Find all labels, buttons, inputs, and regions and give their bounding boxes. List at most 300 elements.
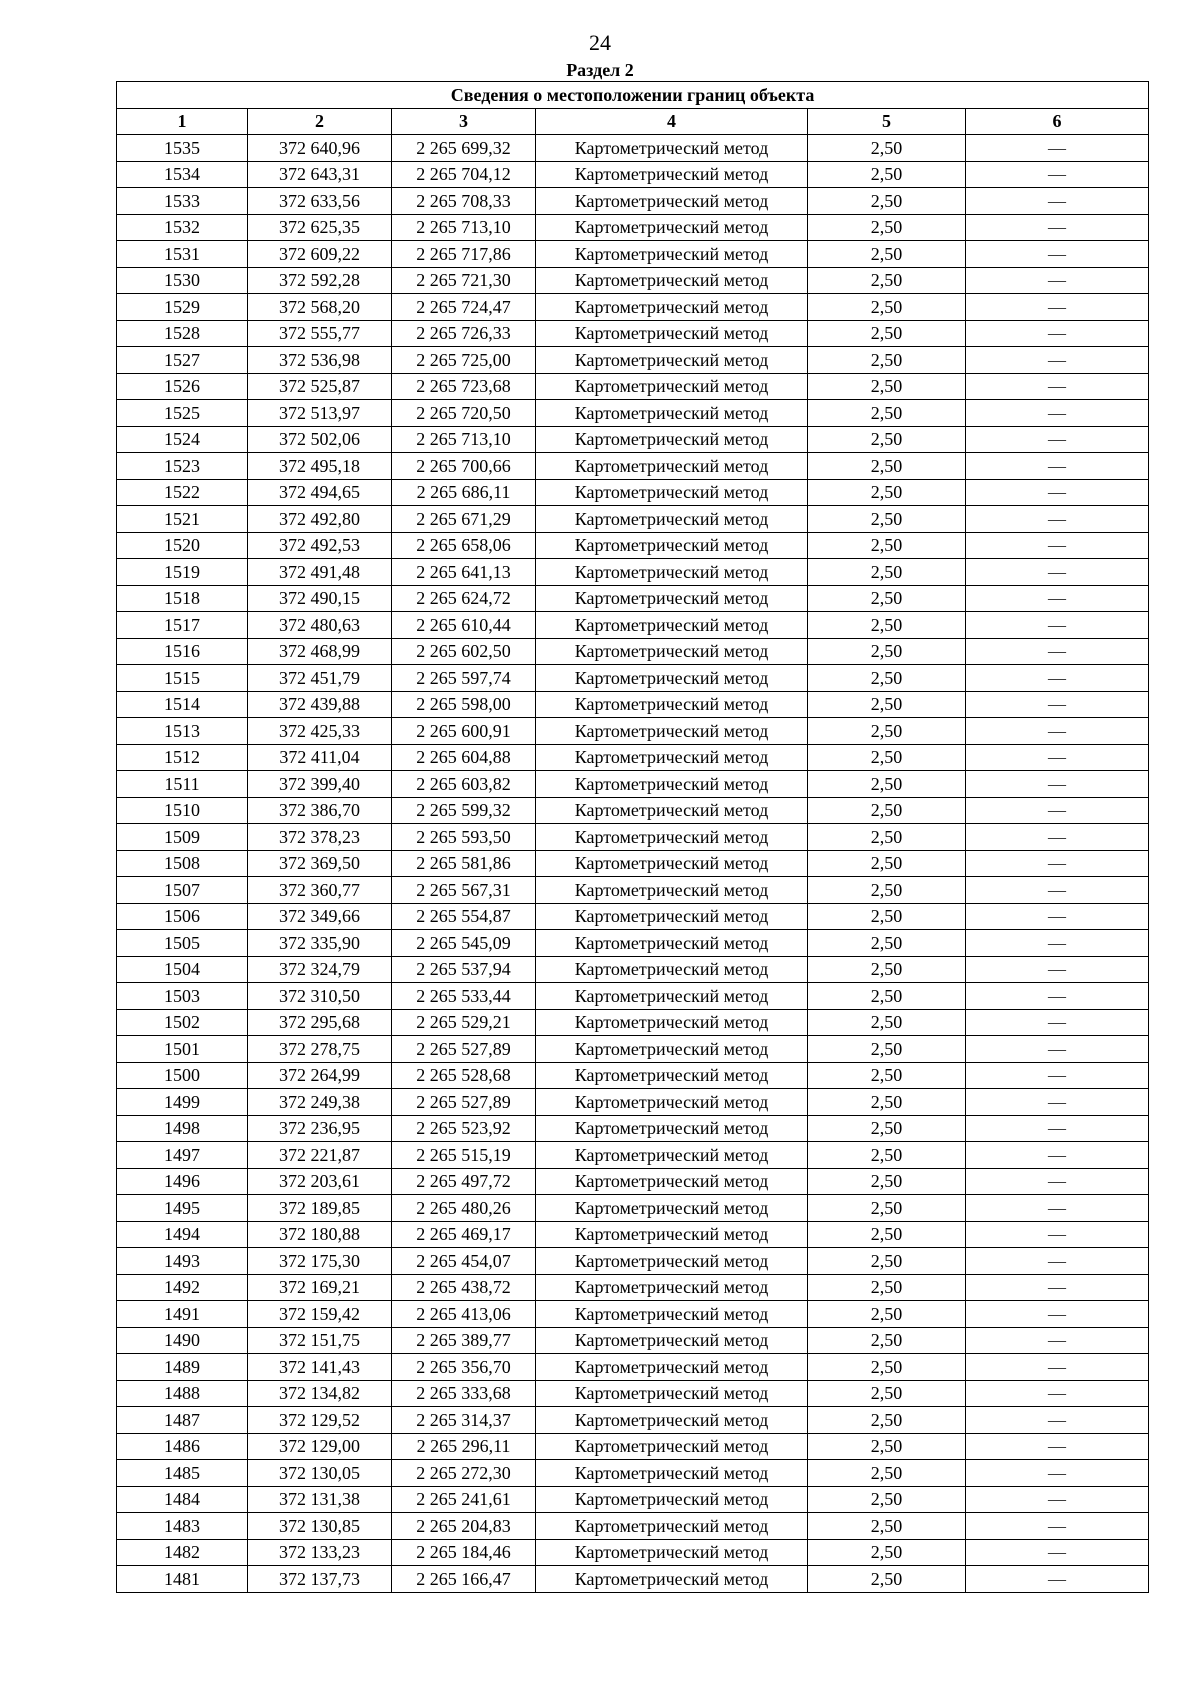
- table-row: [117, 559, 1149, 586]
- description-cell: —: [966, 1433, 1149, 1460]
- method-cell: Картометрический метод: [536, 1195, 808, 1222]
- table-row: [117, 1486, 1149, 1513]
- y-coordinate-cell: 2 265 480,26: [392, 1195, 536, 1222]
- description-cell: —: [966, 983, 1149, 1010]
- y-coordinate-cell: 2 265 686,11: [392, 479, 536, 506]
- description-cell: —: [966, 850, 1149, 877]
- point-number-cell: 1517: [117, 612, 248, 639]
- x-coordinate-cell: 372 425,33: [248, 718, 392, 745]
- accuracy-cell: 2,50: [808, 479, 966, 506]
- x-coordinate-cell: 372 129,52: [248, 1407, 392, 1434]
- table-row: [117, 161, 1149, 188]
- point-number-cell: 1503: [117, 983, 248, 1010]
- point-number-cell: 1532: [117, 214, 248, 241]
- x-coordinate-cell: 372 494,65: [248, 479, 392, 506]
- description-cell: —: [966, 1221, 1149, 1248]
- point-number-cell: 1509: [117, 824, 248, 851]
- point-number-cell: 1499: [117, 1089, 248, 1116]
- description-cell: —: [966, 612, 1149, 639]
- x-coordinate-cell: 372 159,42: [248, 1301, 392, 1328]
- x-coordinate-cell: 372 264,99: [248, 1062, 392, 1089]
- description-cell: —: [966, 877, 1149, 904]
- point-number-cell: 1494: [117, 1221, 248, 1248]
- table-row: [117, 1089, 1149, 1116]
- y-coordinate-cell: 2 265 166,47: [392, 1566, 536, 1593]
- description-cell: —: [966, 956, 1149, 983]
- accuracy-cell: 2,50: [808, 532, 966, 559]
- y-coordinate-cell: 2 265 438,72: [392, 1274, 536, 1301]
- method-cell: Картометрический метод: [536, 1089, 808, 1116]
- method-cell: Картометрический метод: [536, 347, 808, 374]
- description-cell: —: [966, 267, 1149, 294]
- column-header-6: 6: [966, 108, 1149, 135]
- x-coordinate-cell: 372 236,95: [248, 1115, 392, 1142]
- method-cell: Картометрический метод: [536, 797, 808, 824]
- point-number-cell: 1483: [117, 1513, 248, 1540]
- point-number-cell: 1481: [117, 1566, 248, 1593]
- x-coordinate-cell: 372 625,35: [248, 214, 392, 241]
- point-number-cell: 1486: [117, 1433, 248, 1460]
- table-row: [117, 426, 1149, 453]
- x-coordinate-cell: 372 490,15: [248, 585, 392, 612]
- x-coordinate-cell: 372 360,77: [248, 877, 392, 904]
- table-row: [117, 771, 1149, 798]
- description-cell: —: [966, 1354, 1149, 1381]
- description-cell: —: [966, 1513, 1149, 1540]
- y-coordinate-cell: 2 265 699,32: [392, 135, 536, 162]
- accuracy-cell: 2,50: [808, 161, 966, 188]
- method-cell: Картометрический метод: [536, 585, 808, 612]
- accuracy-cell: 2,50: [808, 267, 966, 294]
- table-row: [117, 1195, 1149, 1222]
- method-cell: Картометрический метод: [536, 1036, 808, 1063]
- y-coordinate-cell: 2 265 610,44: [392, 612, 536, 639]
- y-coordinate-cell: 2 265 721,30: [392, 267, 536, 294]
- point-number-cell: 1482: [117, 1539, 248, 1566]
- table-row: [117, 135, 1149, 162]
- accuracy-cell: 2,50: [808, 1142, 966, 1169]
- accuracy-cell: 2,50: [808, 1433, 966, 1460]
- point-number-cell: 1518: [117, 585, 248, 612]
- x-coordinate-cell: 372 378,23: [248, 824, 392, 851]
- x-coordinate-cell: 372 536,98: [248, 347, 392, 374]
- table-row: [117, 1407, 1149, 1434]
- accuracy-cell: 2,50: [808, 797, 966, 824]
- table-row: [117, 877, 1149, 904]
- x-coordinate-cell: 372 151,75: [248, 1327, 392, 1354]
- method-cell: Картометрический метод: [536, 135, 808, 162]
- accuracy-cell: 2,50: [808, 559, 966, 586]
- method-cell: Картометрический метод: [536, 1486, 808, 1513]
- y-coordinate-cell: 2 265 241,61: [392, 1486, 536, 1513]
- description-cell: —: [966, 135, 1149, 162]
- method-cell: Картометрический метод: [536, 771, 808, 798]
- point-number-cell: 1489: [117, 1354, 248, 1381]
- point-number-cell: 1488: [117, 1380, 248, 1407]
- accuracy-cell: 2,50: [808, 426, 966, 453]
- y-coordinate-cell: 2 265 333,68: [392, 1380, 536, 1407]
- method-cell: Картометрический метод: [536, 453, 808, 480]
- description-cell: —: [966, 1036, 1149, 1063]
- accuracy-cell: 2,50: [808, 691, 966, 718]
- y-coordinate-cell: 2 265 725,00: [392, 347, 536, 374]
- accuracy-cell: 2,50: [808, 1036, 966, 1063]
- point-number-cell: 1520: [117, 532, 248, 559]
- x-coordinate-cell: 372 492,53: [248, 532, 392, 559]
- x-coordinate-cell: 372 640,96: [248, 135, 392, 162]
- x-coordinate-cell: 372 491,48: [248, 559, 392, 586]
- table-row: [117, 1566, 1149, 1593]
- y-coordinate-cell: 2 265 726,33: [392, 320, 536, 347]
- description-cell: —: [966, 347, 1149, 374]
- x-coordinate-cell: 372 130,85: [248, 1513, 392, 1540]
- description-cell: —: [966, 400, 1149, 427]
- y-coordinate-cell: 2 265 204,83: [392, 1513, 536, 1540]
- y-coordinate-cell: 2 265 389,77: [392, 1327, 536, 1354]
- table-row: [117, 267, 1149, 294]
- method-cell: Картометрический метод: [536, 638, 808, 665]
- method-cell: Картометрический метод: [536, 691, 808, 718]
- accuracy-cell: 2,50: [808, 1009, 966, 1036]
- method-cell: Картометрический метод: [536, 1168, 808, 1195]
- point-number-cell: 1498: [117, 1115, 248, 1142]
- accuracy-cell: 2,50: [808, 877, 966, 904]
- method-cell: Картометрический метод: [536, 1513, 808, 1540]
- description-cell: —: [966, 1539, 1149, 1566]
- description-cell: —: [966, 1062, 1149, 1089]
- table-row: [117, 956, 1149, 983]
- accuracy-cell: 2,50: [808, 1274, 966, 1301]
- column-header-3: 3: [392, 108, 536, 135]
- y-coordinate-cell: 2 265 469,17: [392, 1221, 536, 1248]
- table-row: [117, 585, 1149, 612]
- method-cell: Картометрический метод: [536, 1221, 808, 1248]
- y-coordinate-cell: 2 265 413,06: [392, 1301, 536, 1328]
- method-cell: Картометрический метод: [536, 320, 808, 347]
- point-number-cell: 1515: [117, 665, 248, 692]
- method-cell: Картометрический метод: [536, 1115, 808, 1142]
- table-row: [117, 1460, 1149, 1487]
- point-number-cell: 1507: [117, 877, 248, 904]
- x-coordinate-cell: 372 137,73: [248, 1566, 392, 1593]
- table-row: [117, 532, 1149, 559]
- point-number-cell: 1535: [117, 135, 248, 162]
- accuracy-cell: 2,50: [808, 294, 966, 321]
- method-cell: Картометрический метод: [536, 1062, 808, 1089]
- method-cell: Картометрический метод: [536, 1274, 808, 1301]
- y-coordinate-cell: 2 265 537,94: [392, 956, 536, 983]
- y-coordinate-cell: 2 265 720,50: [392, 400, 536, 427]
- y-coordinate-cell: 2 265 567,31: [392, 877, 536, 904]
- y-coordinate-cell: 2 265 533,44: [392, 983, 536, 1010]
- description-cell: —: [966, 1407, 1149, 1434]
- method-cell: Картометрический метод: [536, 1433, 808, 1460]
- point-number-cell: 1527: [117, 347, 248, 374]
- method-cell: Картометрический метод: [536, 956, 808, 983]
- method-cell: Картометрический метод: [536, 400, 808, 427]
- method-cell: Картометрический метод: [536, 373, 808, 400]
- point-number-cell: 1516: [117, 638, 248, 665]
- accuracy-cell: 2,50: [808, 744, 966, 771]
- y-coordinate-cell: 2 265 597,74: [392, 665, 536, 692]
- point-number-cell: 1485: [117, 1460, 248, 1487]
- y-coordinate-cell: 2 265 602,50: [392, 638, 536, 665]
- accuracy-cell: 2,50: [808, 188, 966, 215]
- accuracy-cell: 2,50: [808, 1089, 966, 1116]
- accuracy-cell: 2,50: [808, 347, 966, 374]
- method-cell: Картометрический метод: [536, 850, 808, 877]
- x-coordinate-cell: 372 310,50: [248, 983, 392, 1010]
- accuracy-cell: 2,50: [808, 135, 966, 162]
- y-coordinate-cell: 2 265 454,07: [392, 1248, 536, 1275]
- description-cell: —: [966, 1009, 1149, 1036]
- table-row: [117, 1062, 1149, 1089]
- description-cell: —: [966, 559, 1149, 586]
- table-caption: Сведения о местоположении границ объекта: [117, 82, 1149, 109]
- x-coordinate-cell: 372 130,05: [248, 1460, 392, 1487]
- table-row: [117, 718, 1149, 745]
- page-number: 24: [589, 30, 611, 55]
- description-cell: —: [966, 188, 1149, 215]
- accuracy-cell: 2,50: [808, 373, 966, 400]
- description-cell: —: [966, 903, 1149, 930]
- table-row: [117, 1327, 1149, 1354]
- table-row: [117, 665, 1149, 692]
- accuracy-cell: 2,50: [808, 1221, 966, 1248]
- description-cell: —: [966, 506, 1149, 533]
- x-coordinate-cell: 372 249,38: [248, 1089, 392, 1116]
- accuracy-cell: 2,50: [808, 1168, 966, 1195]
- y-coordinate-cell: 2 265 497,72: [392, 1168, 536, 1195]
- y-coordinate-cell: 2 265 272,30: [392, 1460, 536, 1487]
- description-cell: —: [966, 1142, 1149, 1169]
- x-coordinate-cell: 372 502,06: [248, 426, 392, 453]
- y-coordinate-cell: 2 265 527,89: [392, 1089, 536, 1116]
- method-cell: Картометрический метод: [536, 532, 808, 559]
- description-cell: —: [966, 1089, 1149, 1116]
- description-cell: —: [966, 824, 1149, 851]
- table-row: [117, 612, 1149, 639]
- accuracy-cell: 2,50: [808, 850, 966, 877]
- accuracy-cell: 2,50: [808, 956, 966, 983]
- x-coordinate-cell: 372 169,21: [248, 1274, 392, 1301]
- point-number-cell: 1522: [117, 479, 248, 506]
- x-coordinate-cell: 372 131,38: [248, 1486, 392, 1513]
- x-coordinate-cell: 372 399,40: [248, 771, 392, 798]
- point-number-cell: 1487: [117, 1407, 248, 1434]
- x-coordinate-cell: 372 525,87: [248, 373, 392, 400]
- table-row: [117, 241, 1149, 268]
- table-row: [117, 638, 1149, 665]
- accuracy-cell: 2,50: [808, 214, 966, 241]
- table-row: [117, 400, 1149, 427]
- point-number-cell: 1533: [117, 188, 248, 215]
- x-coordinate-cell: 372 203,61: [248, 1168, 392, 1195]
- method-cell: Картометрический метод: [536, 1142, 808, 1169]
- y-coordinate-cell: 2 265 717,86: [392, 241, 536, 268]
- column-header-5: 5: [808, 108, 966, 135]
- y-coordinate-cell: 2 265 528,68: [392, 1062, 536, 1089]
- point-number-cell: 1529: [117, 294, 248, 321]
- point-number-cell: 1511: [117, 771, 248, 798]
- table-row: [117, 1248, 1149, 1275]
- table-row: [117, 850, 1149, 877]
- point-number-cell: 1496: [117, 1168, 248, 1195]
- y-coordinate-cell: 2 265 724,47: [392, 294, 536, 321]
- accuracy-cell: 2,50: [808, 771, 966, 798]
- description-cell: —: [966, 453, 1149, 480]
- point-number-cell: 1510: [117, 797, 248, 824]
- description-cell: —: [966, 479, 1149, 506]
- accuracy-cell: 2,50: [808, 1566, 966, 1593]
- boundary-table: [116, 81, 1149, 1593]
- accuracy-cell: 2,50: [808, 983, 966, 1010]
- point-number-cell: 1528: [117, 320, 248, 347]
- column-header-1: 1: [117, 108, 248, 135]
- description-cell: —: [966, 1301, 1149, 1328]
- y-coordinate-cell: 2 265 624,72: [392, 585, 536, 612]
- point-number-cell: 1484: [117, 1486, 248, 1513]
- description-cell: —: [966, 585, 1149, 612]
- method-cell: Картометрический метод: [536, 612, 808, 639]
- point-number-cell: 1512: [117, 744, 248, 771]
- accuracy-cell: 2,50: [808, 1486, 966, 1513]
- x-coordinate-cell: 372 349,66: [248, 903, 392, 930]
- point-number-cell: 1500: [117, 1062, 248, 1089]
- y-coordinate-cell: 2 265 713,10: [392, 426, 536, 453]
- table-row: [117, 1036, 1149, 1063]
- point-number-cell: 1492: [117, 1274, 248, 1301]
- description-cell: —: [966, 294, 1149, 321]
- description-cell: —: [966, 718, 1149, 745]
- accuracy-cell: 2,50: [808, 1248, 966, 1275]
- table-row: [117, 797, 1149, 824]
- y-coordinate-cell: 2 265 527,89: [392, 1036, 536, 1063]
- accuracy-cell: 2,50: [808, 453, 966, 480]
- point-number-cell: 1497: [117, 1142, 248, 1169]
- table-row: [117, 1221, 1149, 1248]
- x-coordinate-cell: 372 129,00: [248, 1433, 392, 1460]
- method-cell: Картометрический метод: [536, 1380, 808, 1407]
- x-coordinate-cell: 372 180,88: [248, 1221, 392, 1248]
- y-coordinate-cell: 2 265 600,91: [392, 718, 536, 745]
- x-coordinate-cell: 372 411,04: [248, 744, 392, 771]
- table-row: [117, 903, 1149, 930]
- point-number-cell: 1506: [117, 903, 248, 930]
- x-coordinate-cell: 372 324,79: [248, 956, 392, 983]
- x-coordinate-cell: 372 278,75: [248, 1036, 392, 1063]
- table-row: [117, 347, 1149, 374]
- y-coordinate-cell: 2 265 598,00: [392, 691, 536, 718]
- table-row: [117, 1539, 1149, 1566]
- x-coordinate-cell: 372 221,87: [248, 1142, 392, 1169]
- accuracy-cell: 2,50: [808, 903, 966, 930]
- description-cell: —: [966, 1566, 1149, 1593]
- table-row: [117, 214, 1149, 241]
- method-cell: Картометрический метод: [536, 1460, 808, 1487]
- accuracy-cell: 2,50: [808, 824, 966, 851]
- column-header-2: 2: [248, 108, 392, 135]
- y-coordinate-cell: 2 265 554,87: [392, 903, 536, 930]
- method-cell: Картометрический метод: [536, 1566, 808, 1593]
- method-cell: Картометрический метод: [536, 1539, 808, 1566]
- accuracy-cell: 2,50: [808, 1380, 966, 1407]
- point-number-cell: 1524: [117, 426, 248, 453]
- point-number-cell: 1519: [117, 559, 248, 586]
- method-cell: Картометрический метод: [536, 267, 808, 294]
- description-cell: —: [966, 532, 1149, 559]
- table-row: [117, 1433, 1149, 1460]
- method-cell: Картометрический метод: [536, 188, 808, 215]
- accuracy-cell: 2,50: [808, 506, 966, 533]
- x-coordinate-cell: 372 189,85: [248, 1195, 392, 1222]
- y-coordinate-cell: 2 265 604,88: [392, 744, 536, 771]
- y-coordinate-cell: 2 265 700,66: [392, 453, 536, 480]
- x-coordinate-cell: 372 134,82: [248, 1380, 392, 1407]
- description-cell: —: [966, 665, 1149, 692]
- table-row: [117, 294, 1149, 321]
- description-cell: —: [966, 373, 1149, 400]
- x-coordinate-cell: 372 295,68: [248, 1009, 392, 1036]
- method-cell: Картометрический метод: [536, 1407, 808, 1434]
- accuracy-cell: 2,50: [808, 1460, 966, 1487]
- point-number-cell: 1491: [117, 1301, 248, 1328]
- point-number-cell: 1514: [117, 691, 248, 718]
- method-cell: Картометрический метод: [536, 930, 808, 957]
- method-cell: Картометрический метод: [536, 294, 808, 321]
- table-row: [117, 479, 1149, 506]
- table-body: [117, 135, 1149, 1593]
- method-cell: Картометрический метод: [536, 903, 808, 930]
- point-number-cell: 1495: [117, 1195, 248, 1222]
- accuracy-cell: 2,50: [808, 718, 966, 745]
- y-coordinate-cell: 2 265 296,11: [392, 1433, 536, 1460]
- method-cell: Картометрический метод: [536, 824, 808, 851]
- point-number-cell: 1525: [117, 400, 248, 427]
- accuracy-cell: 2,50: [808, 241, 966, 268]
- accuracy-cell: 2,50: [808, 1115, 966, 1142]
- accuracy-cell: 2,50: [808, 1327, 966, 1354]
- y-coordinate-cell: 2 265 658,06: [392, 532, 536, 559]
- method-cell: Картометрический метод: [536, 1327, 808, 1354]
- point-number-cell: 1490: [117, 1327, 248, 1354]
- y-coordinate-cell: 2 265 545,09: [392, 930, 536, 957]
- accuracy-cell: 2,50: [808, 612, 966, 639]
- table-row: [117, 320, 1149, 347]
- point-number-cell: 1526: [117, 373, 248, 400]
- x-coordinate-cell: 372 141,43: [248, 1354, 392, 1381]
- description-cell: —: [966, 1274, 1149, 1301]
- accuracy-cell: 2,50: [808, 1062, 966, 1089]
- description-cell: —: [966, 1460, 1149, 1487]
- x-coordinate-cell: 372 568,20: [248, 294, 392, 321]
- method-cell: Картометрический метод: [536, 559, 808, 586]
- description-cell: —: [966, 930, 1149, 957]
- y-coordinate-cell: 2 265 529,21: [392, 1009, 536, 1036]
- method-cell: Картометрический метод: [536, 479, 808, 506]
- y-coordinate-cell: 2 265 356,70: [392, 1354, 536, 1381]
- accuracy-cell: 2,50: [808, 1195, 966, 1222]
- description-cell: —: [966, 161, 1149, 188]
- point-number-cell: 1513: [117, 718, 248, 745]
- description-cell: —: [966, 214, 1149, 241]
- table-row: [117, 930, 1149, 957]
- x-coordinate-cell: 372 480,63: [248, 612, 392, 639]
- table-row: [117, 1354, 1149, 1381]
- y-coordinate-cell: 2 265 314,37: [392, 1407, 536, 1434]
- description-cell: —: [966, 797, 1149, 824]
- method-cell: Картометрический метод: [536, 1354, 808, 1381]
